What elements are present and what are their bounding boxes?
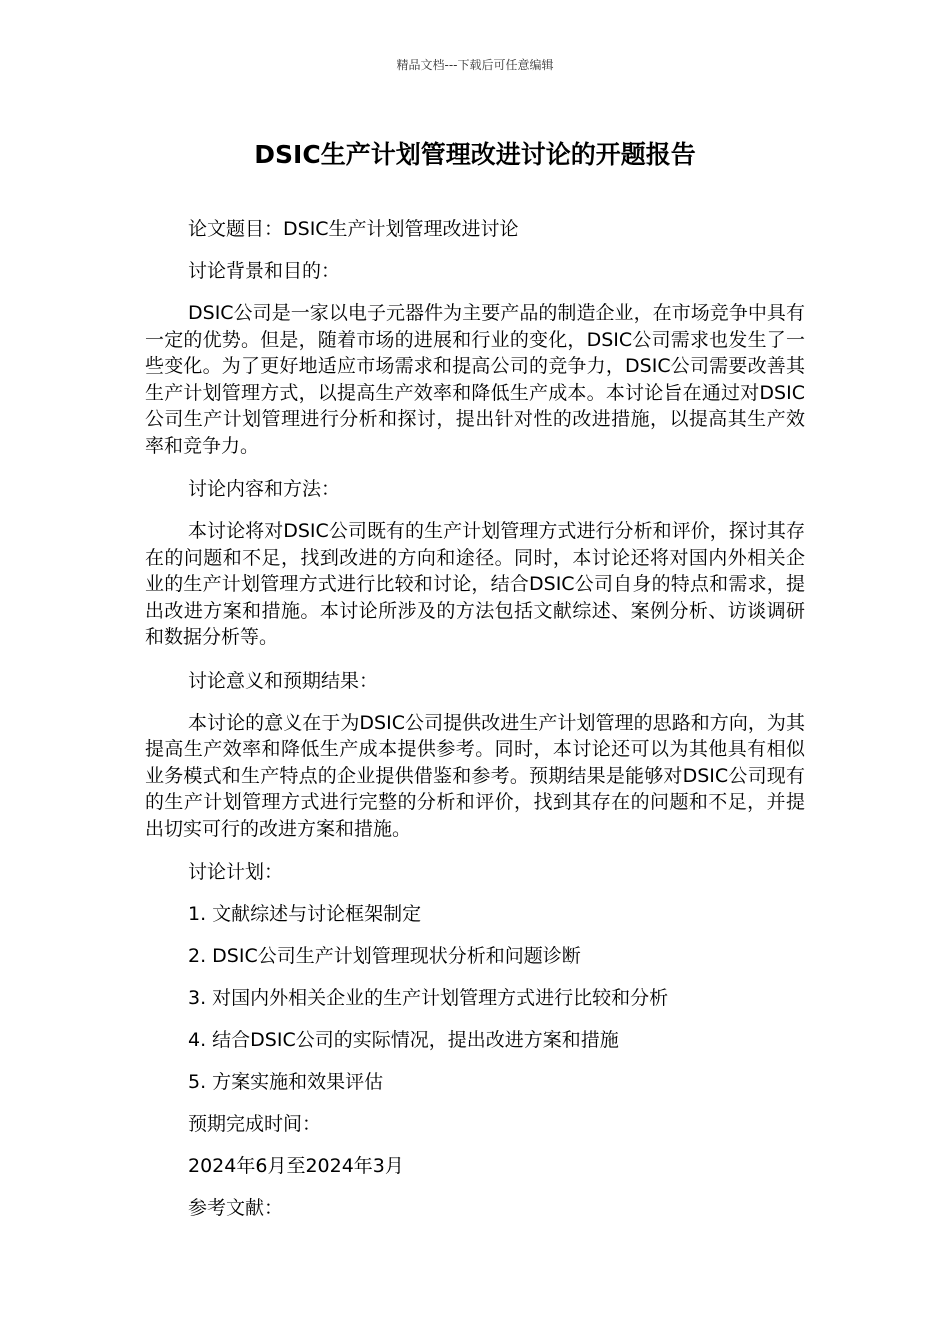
header-watermark: 精品文档---下载后可任意编辑 <box>396 58 554 72</box>
plan-item: 3. 对国内外相关企业的生产计划管理方式进行比较和分析 <box>188 987 669 1009</box>
document-body <box>145 216 805 1221</box>
schedule-heading: 预期完成时间： <box>188 1113 322 1135</box>
section-heading-background: 讨论背景和目的： <box>188 260 341 282</box>
plan-heading: 讨论计划： <box>188 861 284 883</box>
section-body-significance: 本讨论的意义在于为DSIC公司提供改进生产计划管理的思路和方向，为其提高生产效率和降低生产成本提供参考。同时，本讨论还可以为其他具有相似业务模式和生产特点的企业提供借鉴和参考。预期结果是能够对DSIC公司现有的生产计划管理方式进行完整的分析和评价，找到其存在的问题和不足，并提出切实可行的改进方案和措施。 <box>145 711 805 840</box>
schedule-value: 2024年6月至2024年3月 <box>188 1155 404 1177</box>
document-title: DSIC生产计划管理改进讨论的开题报告 <box>254 140 696 169</box>
topic-line: 论文题目：DSIC生产计划管理改进讨论 <box>188 218 519 240</box>
section-heading-content-method: 讨论内容和方法： <box>188 478 341 500</box>
plan-item: 4. 结合DSIC公司的实际情况，提出改进方案和措施 <box>188 1029 619 1051</box>
references-heading: 参考文献： <box>188 1197 284 1219</box>
plan-item: 1. 文献综述与讨论框架制定 <box>188 903 422 925</box>
plan-item: 2. DSIC公司生产计划管理现状分析和问题诊断 <box>188 945 581 967</box>
section-heading-significance: 讨论意义和预期结果： <box>188 669 379 692</box>
section-body-content-method: 本讨论将对DSIC公司既有的生产计划管理方式进行分析和评价，探讨其存在的问题和不足，找到改进的方向和途径。同时，本讨论还将对国内外相关企业的生产计划管理方式进行比较和讨论，结合DSIC公司自身的特点和需求，提出改进方案和措施。本讨论所涉及的方法包括文献综述、案例分析、访谈调研和数据分析等。 <box>145 520 805 648</box>
section-body-background: DSIC公司是一家以电子元器件为主要产品的制造企业，在市场竞争中具有一定的优势。但是，随着市场的进展和行业的变化，DSIC公司需求也发生了一些变化。为了更好地适应市场需求和提高公司的竞争力，DSIC公司需要改善其生产计划管理方式，以提高生产效率和降低生产成本。本讨论旨在通过对DSIC公司生产计划管理进行分析和探讨，提出针对性的改进措施，以提高其生产效率和竞争力。 <box>145 302 805 457</box>
plan-item: 5. 方案实施和效果评估 <box>188 1071 384 1093</box>
